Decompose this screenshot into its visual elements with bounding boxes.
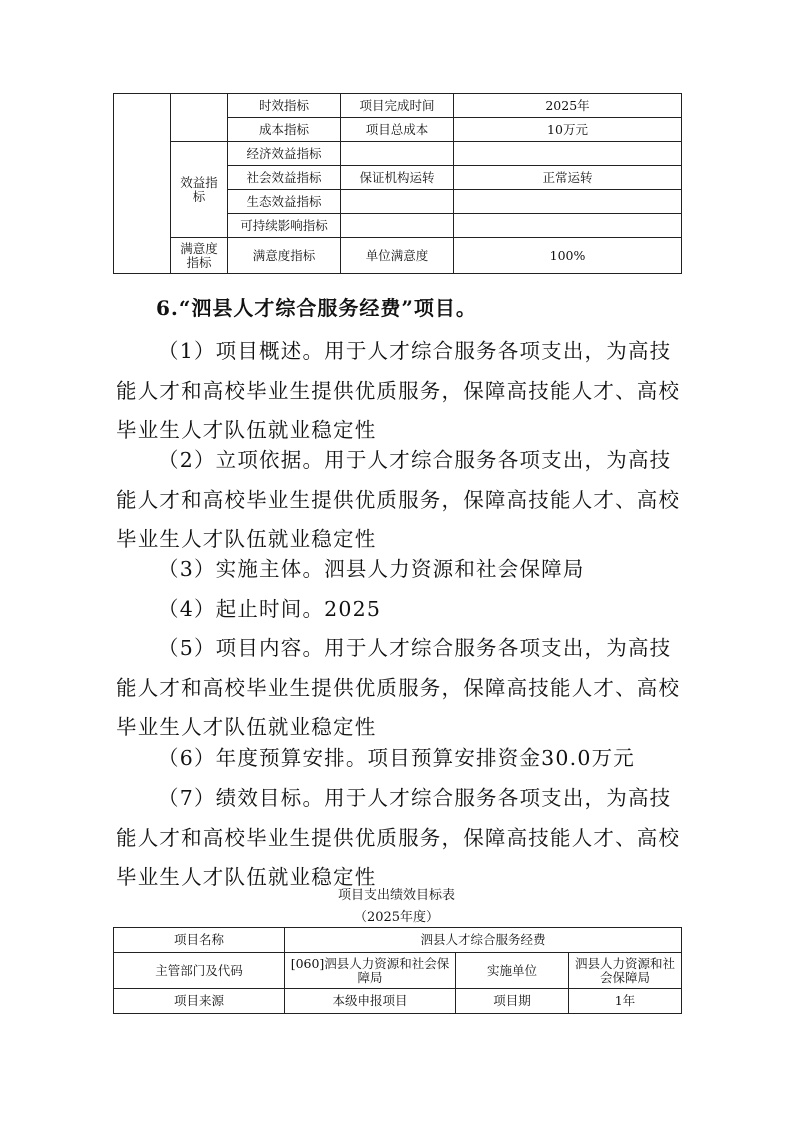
paragraph-goal: （7）绩效目标。用于人才综合服务各项支出，为高技能人才和高校毕业生提供优质服务，保障高技能人才、高校毕业生人才队伍就业稳定性 xyxy=(116,786,681,889)
indicator-value xyxy=(454,190,682,214)
indicator-value: 2025年 xyxy=(454,94,682,118)
indicator-name: 生态效益指标 xyxy=(228,190,341,214)
paragraph-period: （4）起止时间。2025 xyxy=(158,597,382,621)
indicator-name: 经济效益指标 xyxy=(228,142,341,166)
performance-indicator-table-continued xyxy=(113,93,682,274)
level2-cell xyxy=(171,94,228,142)
indicator-name: 可持续影响指标 xyxy=(228,214,341,238)
indicator-value: 100% xyxy=(454,238,682,274)
table-row xyxy=(114,989,682,1014)
indicator-name: 社会效益指标 xyxy=(228,166,341,190)
period-value: 1年 xyxy=(569,989,682,1014)
dept-label: 主管部门及代码 xyxy=(114,953,285,989)
indicator-detail xyxy=(341,142,454,166)
section-heading: 6.“泗县人才综合服务经费”项目。 xyxy=(156,296,477,320)
project-performance-table xyxy=(113,927,682,1014)
source-value: 本级申报项目 xyxy=(285,989,456,1014)
indicator-detail xyxy=(341,214,454,238)
table-row xyxy=(114,238,682,274)
indicator-detail: 项目总成本 xyxy=(341,118,454,142)
indicator-detail: 保证机构运转 xyxy=(341,166,454,190)
impl-label: 实施单位 xyxy=(456,953,569,989)
level1-cell xyxy=(114,94,171,274)
paragraph-basis: （2）立项依据。用于人才综合服务各项支出，为高技能人才和高校毕业生提供优质服务，保障高技能人才、高校毕业生人才队伍就业稳定性 xyxy=(116,448,681,551)
satisfaction-group-label xyxy=(171,238,228,274)
table-row xyxy=(114,94,682,118)
paragraph-overview: （1）项目概述。用于人才综合服务各项支出，为高技能人才和高校毕业生提供优质服务，保障高技能人才、高校毕业生人才队伍就业稳定性 xyxy=(116,339,681,442)
indicator-detail: 项目完成时间 xyxy=(341,94,454,118)
indicator-detail: 单位满意度 xyxy=(341,238,454,274)
impl-value: 泗县人力资源和社会保障局 xyxy=(569,953,682,989)
indicator-detail xyxy=(341,190,454,214)
benefit-group-text: 效益指标 xyxy=(180,174,218,204)
indicator-value: 10万元 xyxy=(454,118,682,142)
indicator-name: 满意度指标 xyxy=(228,238,341,274)
indicator-value: 正常运转 xyxy=(454,166,682,190)
paragraph-implementer: （3）实施主体。泗县人力资源和社会保障局 xyxy=(158,557,585,581)
source-label: 项目来源 xyxy=(114,989,285,1014)
table-subtitle: （2025年度） xyxy=(353,910,440,925)
project-name-label: 项目名称 xyxy=(114,928,285,953)
indicator-value xyxy=(454,142,682,166)
table-row xyxy=(114,928,682,953)
paragraph-budget: （6）年度预算安排。项目预算安排资金30.0万元 xyxy=(158,746,635,770)
dept-value: [060]泗县人力资源和社会保障局 xyxy=(285,953,456,989)
satisfaction-group-text: 满意度指标 xyxy=(180,240,218,270)
benefit-group-label xyxy=(171,142,228,238)
paragraph-content: （5）项目内容。用于人才综合服务各项支出，为高技能人才和高校毕业生提供优质服务，保障高技能人才、高校毕业生人才队伍就业稳定性 xyxy=(116,636,681,739)
project-name-value: 泗县人才综合服务经费 xyxy=(285,928,682,953)
table-row xyxy=(114,142,682,166)
indicator-name: 成本指标 xyxy=(228,118,341,142)
period-label: 项目期 xyxy=(456,989,569,1014)
indicator-name: 时效指标 xyxy=(228,94,341,118)
table-row xyxy=(114,953,682,989)
table-title: 项目支出绩效目标表 xyxy=(337,888,455,903)
indicator-value xyxy=(454,214,682,238)
